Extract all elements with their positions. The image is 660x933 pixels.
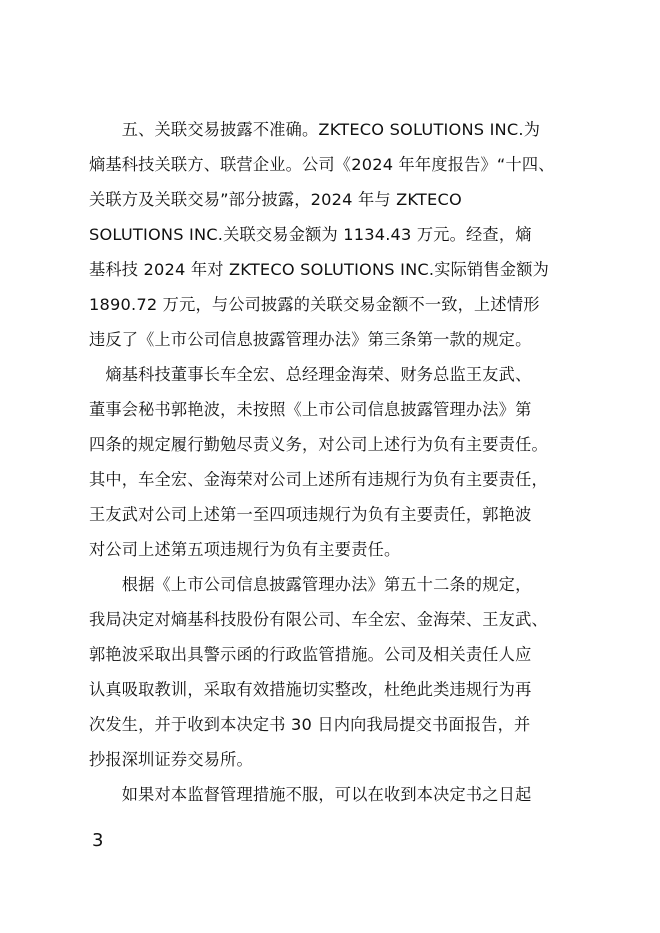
paragraph-4-line-1: 如果对本监督管理措施不服，可以在收到本决定书之日起 (89, 785, 532, 804)
paragraph-2-line-5: 王友武对公司上述第一至四项违规行为负有主要责任，郭艳波 (89, 505, 532, 524)
paragraph-1-line-2: 熵基科技关联方、联营企业。公司《2024 年年度报告》“十四、 (89, 155, 555, 174)
paragraph-3-line-4: 认真吸取教训，采取有效措施切实整改，杜绝此类违规行为再 (89, 680, 532, 699)
page-number: 3 (92, 830, 104, 851)
paragraph-2-line-2: 董事会秘书郭艳波，未按照《上市公司信息披露管理办法》第 (89, 400, 532, 419)
paragraph-1-line-3: 关联方及关联交易”部分披露，2024 年与 ZKTECO (89, 190, 462, 209)
paragraph-1-line-4: SOLUTIONS INC.关联交易金额为 1134.43 万元。经查，熵 (89, 225, 532, 244)
paragraph-1-line-5: 基科技 2024 年对 ZKTECO SOLUTIONS INC.实际销售金额为 (89, 260, 549, 279)
paragraph-3-line-3: 郭艳波采取出具警示函的行政监管措施。公司及相关责任人应 (89, 645, 532, 664)
paragraph-2-line-1: 熵基科技董事长车全宏、总经理金海荣、财务总监王友武、 (89, 365, 532, 384)
paragraph-2-line-3: 四条的规定履行勤勉尽责义务，对公司上述行为负有主要责任。 (89, 435, 548, 454)
paragraph-1-line-6: 1890.72 万元，与公司披露的关联交易金额不一致，上述情形 (89, 295, 540, 314)
paragraph-3-line-5: 次发生，并于收到本决定书 30 日内向我局提交书面报告，并 (89, 715, 531, 734)
paragraph-1-line-7: 违反了《上市公司信息披露管理办法》第三条第一款的规定。 (89, 330, 532, 349)
paragraph-2-line-6: 对公司上述第五项违规行为负有主要责任。 (89, 540, 401, 559)
paragraph-3-line-6: 抄报深圳证券交易所。 (89, 750, 253, 769)
paragraph-3-line-2: 我局决定对熵基科技股份有限公司、车全宏、金海荣、王友武、 (89, 610, 548, 629)
paragraph-1-line-1: 五、关联交易披露不准确。ZKTECO SOLUTIONS INC.为 (89, 120, 541, 139)
paragraph-3-line-1: 根据《上市公司信息披露管理办法》第五十二条的规定， (89, 575, 532, 594)
paragraph-2-line-4: 其中，车全宏、金海荣对公司上述所有违规行为负有主要责任， (89, 470, 548, 489)
